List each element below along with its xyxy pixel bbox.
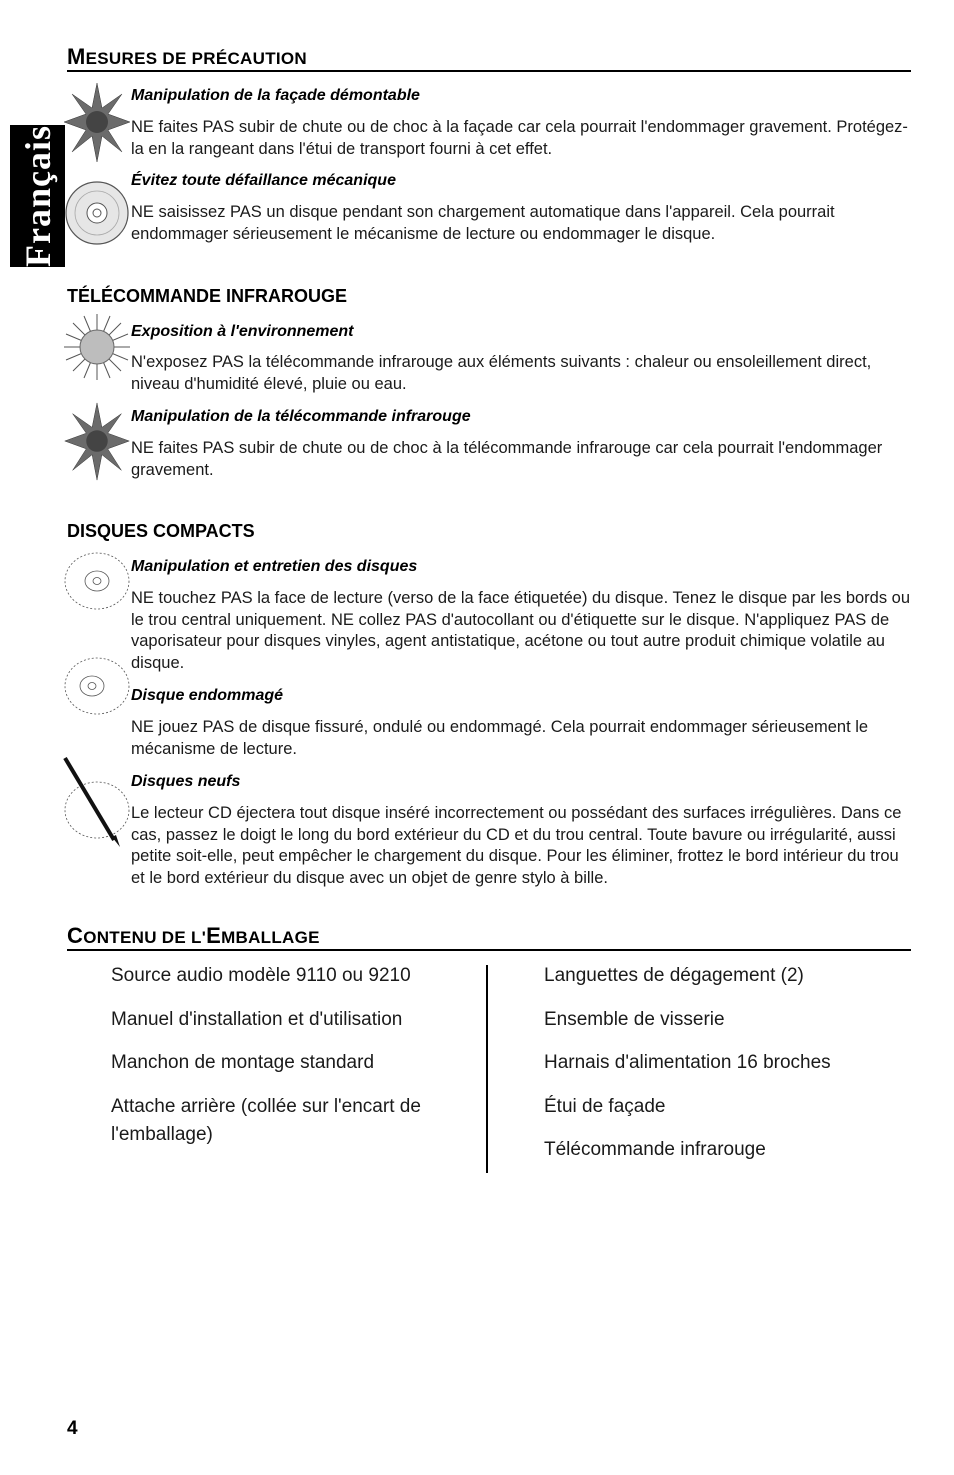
item-title-damaged-disc: Disque endommagé: [131, 687, 284, 704]
item-title-mechanical: Évitez toute défaillance mécanique: [131, 172, 396, 189]
section-heading-discs: DISQUES COMPACTS: [67, 521, 255, 541]
list-item: Étui de façade: [544, 1095, 666, 1117]
list-item: Attache arrière (collée sur l'encart de l'emballage): [111, 1095, 421, 1145]
section-heading-remote: TÉLÉCOMMANDE INFRAROUGE: [67, 286, 347, 306]
item-body-mechanical: NE saisissez PAS un disque pendant son chargement automatique dans l'appareil. Cela pourrait endommager sérieusement le mécanisme de lecture ou endommager le disque.: [131, 203, 835, 243]
contents-list-left: [111, 962, 461, 1164]
item-title-disc-care: Manipulation et entretien des disques: [131, 558, 418, 575]
section-heading-precautions: MESURES DE PRÉCAUTION: [67, 47, 911, 72]
list-item: Ensemble de visserie: [544, 1008, 725, 1030]
list-item: Manuel d'installation et d'utilisation: [111, 1008, 403, 1030]
list-item: Manchon de montage standard: [111, 1052, 375, 1073]
item-body-faceplate: NE faites PAS subir de chute ou de choc à la façade car cela pourrait l'endommager gravement. Protégez-la en la rangeant dans l'étui de transport fourni à cet effet.: [131, 118, 908, 158]
language-tab: [10, 125, 65, 267]
language-tab-label: Français: [17, 125, 58, 267]
item-body-damaged-disc: NE jouez PAS de disque fissuré, ondulé ou endommagé. Cela pourrait endommager sérieusement le mécanisme de lecture.: [131, 718, 869, 758]
item-title-faceplate: Manipulation de la façade démontable: [131, 87, 420, 104]
list-item: Languettes de dégagement (2): [544, 965, 804, 986]
list-item: Source audio modèle 9110 ou 9210: [111, 965, 411, 986]
item-title-environment: Exposition à l'environnement: [131, 323, 354, 340]
page-number: 4: [67, 1418, 78, 1439]
contents-list-right: [544, 962, 904, 1180]
item-body-disc-care: NE touchez PAS la face de lecture (verso de la face étiquetée) du disque. Tenez le disque par les bords ou le trou central uniquement. NE collez PAS d'autocollant ou d'étiquette sur le disque. N'appliquez PAS de vaporisateur pour disques vinyles, agent antistatique, acétone ou tout autre produit chimique volatile au disque.: [131, 589, 911, 673]
list-item: Harnais d'alimentation 16 broches: [544, 1052, 831, 1073]
item-title-remote-handling: Manipulation de la télécommande infrarouge: [131, 408, 471, 425]
compact-disc-icon: [64, 180, 130, 246]
heading-initial: E: [206, 923, 222, 948]
disc-sketch-icon: [62, 550, 132, 612]
column-divider: [486, 965, 488, 1173]
starburst-warning-icon: [62, 80, 132, 166]
item-title-new-discs: Disques neufs: [131, 773, 241, 790]
pen-disc-icon: [62, 755, 132, 850]
sun-icon: [62, 312, 132, 382]
section-heading-contents: CONTENU DE L'EMBALLAGE: [67, 926, 911, 951]
disc-sketch-icon: [62, 655, 132, 717]
starburst-warning-icon: [62, 400, 132, 484]
item-body-remote-handling: NE faites PAS subir de chute ou de choc à la télécommande infrarouge car cela pourrait l'endommager gravement.: [131, 439, 883, 479]
list-item: Télécommande infrarouge: [544, 1139, 766, 1160]
item-body-environment: N'exposez PAS la télécommande infrarouge aux éléments suivants : chaleur ou ensoleillement direct, niveau d'humidité élevé, pluie ou eau.: [131, 353, 872, 393]
item-body-new-discs: Le lecteur CD éjectera tout disque inséré incorrectement ou possédant des surfaces irrégulières. Dans ce cas, passez le doigt le long du bord extérieur du CD et du trou central. Toute bavure ou irrégularité, aussi petite soit-elle, peut empêcher le chargement du disque. Pour les éliminer, frottez le bord intérieur du trou et le bord extérieur du disque avec un objet de genre stylo à bille.: [131, 804, 902, 888]
